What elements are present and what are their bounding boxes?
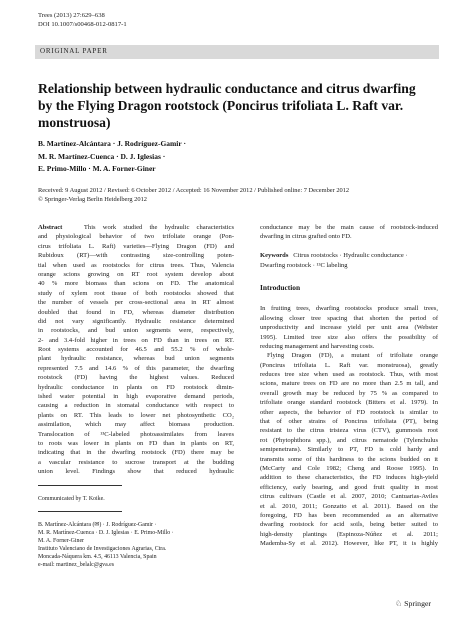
- title-line: monstruosa): [38, 115, 111, 130]
- title-line: by the Flying Dragon rootstock (Poncirus trifoliata L. Raft var.: [38, 98, 404, 113]
- intro-line: other aspects, the behavior of FD rootstock is similar to: [260, 408, 438, 416]
- abstract-line: in rootstocks, and bud union segments were, respectively,: [38, 327, 234, 335]
- spacer: [260, 242, 438, 251]
- affiliation-line: Moncada-Náquera km. 4.5, 46113 Valencia, Spain: [38, 554, 157, 561]
- abstract-continuation-line: dwarfing in citrus grafted onto FD.: [260, 233, 352, 241]
- abstract-line: Abstract This work studied the hydraulic characteristics: [38, 224, 234, 231]
- history-dates: Received: 9 August 2012 / Revised: 6 October 2012 / Accepted: 16 November 2012 / Published online: 7 December 2012: [38, 187, 350, 194]
- abstract-line: doubled that found in FD, whereas diameter distribution: [38, 308, 234, 316]
- article-type-label: ORIGINAL PAPER: [40, 47, 108, 55]
- intro-line: dwarfing rootstock for acid soils, being better suited to: [260, 521, 438, 529]
- journal-citation: Trees (2013) 27:629–638: [38, 12, 105, 19]
- footnote-divider: [38, 511, 122, 512]
- article-title: [38, 80, 438, 131]
- intro-line: citrus cultivars (Castle et al. 2007, 2010; Cantuarias-Aviles: [260, 493, 438, 501]
- springer-horse-icon: ♘: [395, 599, 403, 608]
- intro-line: reducing management and harvesting costs.: [260, 342, 375, 350]
- intro-line: that of other strains of Poncirus trifoliata (PT), being: [260, 418, 438, 426]
- keywords-line: Dwarfing rootstock · ¹³C labeling: [260, 261, 348, 269]
- abstract-line: did not vary significantly. Hydraulic resistance determined: [38, 317, 234, 325]
- abstract-line: ished water potential in high evaporative demand periods,: [38, 393, 234, 401]
- abstract-line: Root systems accounted for 46.5 and 55.2 % of whole-: [38, 346, 234, 354]
- publisher-name: Springer: [404, 599, 432, 608]
- abstract-line: represented 7.5 and 14.6 % of this parameter, the dwarfing: [38, 364, 234, 372]
- abstract-line: to roots was lower in plants on FD than in plants on RT,: [38, 439, 234, 447]
- intro-line: scions, mature trees on FD are no more than 2.5 m tall, and: [260, 380, 438, 388]
- abstract-line: 40 % more biomass than scions on FD. The anatomical: [38, 280, 234, 288]
- communicated-by: Communicated by T. Koike.: [38, 495, 105, 502]
- affiliation-line: M. A. Forner-Giner: [38, 537, 85, 544]
- doi: DOI 10.1007/s00468-012-0817-1: [38, 20, 127, 28]
- abstract-line: union level. Findings show that reduced hydraulic: [38, 468, 234, 476]
- affiliation-line: M. R. Martínez-Cuenca · D. J. Iglesias · E. Primo-Millo ·: [38, 529, 174, 536]
- footnote-divider: [38, 485, 122, 486]
- abstract-line: cirus trifoliata L. Raft) varieties—Flying Dragon (FD) and: [38, 242, 234, 250]
- keywords-line: Keywords Citrus rootstocks · Hydraulic conductance ·: [260, 252, 408, 260]
- intro-line: transmits some of this hardiness to the scions budded on it: [260, 455, 438, 463]
- publisher-logo: [395, 599, 431, 608]
- intro-line: Mademba-Sy et al. 2012). However, like PT, it is highly: [260, 540, 438, 548]
- abstract-line: Rubidoux (RT)—with contrasting size-controlling poten-: [38, 252, 234, 260]
- publication-dates: [38, 187, 349, 204]
- right-column: [260, 223, 438, 549]
- abstract-line: rootstock (FD) having the highest values. Reduced: [38, 374, 234, 382]
- abstract-line: 2- and 3.4-fold higher in trees on FD than in trees on RT.: [38, 336, 234, 344]
- contact-email[interactable]: e-mail: martinez_belalc@gva.es: [38, 562, 115, 569]
- intro-line: reduces tree size when used as rootstock. Thus, with most: [260, 371, 438, 379]
- section-heading-introduction: Introduction: [260, 282, 301, 292]
- author-line: E. Primo-Millo · M. A. Forner-Giner: [38, 164, 156, 174]
- abstract-heading: Abstract: [38, 224, 63, 231]
- intro-line: efficiency, early bearing, and good fruit quality in most: [260, 483, 438, 491]
- journal-header: [38, 12, 127, 29]
- abstract-line: the number of vessels per cross-sectional area in RT almost: [38, 299, 234, 307]
- abstract-line: assimilation, which may affect biomass production.: [38, 421, 234, 429]
- affiliation-line: Instituto Valenciano de Investigaciones Agrarias, Ctra.: [38, 545, 167, 552]
- article-type-banner: [35, 45, 439, 59]
- affiliation-line: B. Martínez-Alcántara (✉) · J. Rodríguez-Gamir ·: [38, 521, 157, 528]
- intro-line: rot (Phytophthora spp.), and citrus nematode (Tylenchulus: [260, 436, 438, 444]
- intro-line: foregoing, FD has been recommended as an alternative: [260, 511, 438, 519]
- keywords-heading: Keywords: [260, 252, 289, 260]
- author-list: [38, 138, 186, 176]
- intro-line: et al. 2010, 2011; Gonzatto et al. 2011). Based on the: [260, 502, 438, 510]
- abstract-line: plants on RT. This leads to lower net photosynthetic CO₂: [38, 411, 234, 419]
- abstract-line: study of xylem root tissue of both rootstocks showed that: [38, 289, 234, 297]
- intro-line: Flying Dragon (FD), a mutant of trifoliate orange: [267, 352, 438, 360]
- intro-line: unproductivity and increase yield per unit area (Webster: [260, 324, 438, 332]
- intro-line: In fruiting trees, dwarfing rootstocks produce small trees,: [260, 305, 438, 313]
- title-line: Relationship between hydraulic conductance and citrus dwarfing: [38, 81, 416, 96]
- abstract-line: hydraulic conductance in plants on FD rootstock dimin-: [38, 383, 234, 391]
- intro-line: (McCarty and Cole 1982; Cheng and Roose 1995). In: [260, 465, 438, 472]
- intro-line: (Poncirus trifoliata L. Raft var. monstruosa), greatly: [260, 361, 438, 369]
- intro-line: trifoliate orange standard rootstock (Bitters et al. 1979). In: [260, 399, 438, 407]
- abstract-line: indicating that in the dwarfing rootstock (FD) there may be: [38, 449, 234, 457]
- abstract-line: a vascular resistance to sucrose transport at the budding: [38, 458, 234, 466]
- abstract-line: orange scions growing on RT root system develop about: [38, 270, 234, 278]
- copyright: © Springer-Verlag Berlin Heidelberg 2012: [38, 195, 147, 203]
- intro-line: overall growth may be reduced by 75 % as compared to: [260, 389, 438, 397]
- intro-line: addition to these characteristics, the FD induces high-yield: [260, 474, 438, 482]
- intro-line: semipenetrans). Similarly to PT, FD is cold hardy and: [260, 446, 438, 454]
- abstract-line: and physiological behavior of two trifoliate orange (Pon-: [38, 233, 234, 241]
- abstract-line: causing a reduction in stomatal conductance with respect to: [38, 402, 234, 410]
- intro-line: allowing closer tree spacing that shorten the period of: [260, 314, 438, 322]
- abstract-continuation-line: conductance may be the main cause of rootstock-induced: [260, 224, 438, 231]
- abstract-line: Translocation of ¹³C-labeled photoassimilates from leaves: [38, 430, 234, 438]
- author-line: M. R. Martínez-Cuenca · D. J. Iglesias ·: [38, 151, 166, 161]
- intro-line: 1995). Limited tree size also offers the possibility of: [260, 333, 438, 341]
- left-column: [38, 223, 234, 569]
- intro-line: high-density plantings (Espinoza-Núñez et al. 2011;: [260, 530, 438, 538]
- abstract-line: plant hydraulic resistance, whereas bud union segments: [38, 355, 234, 363]
- intro-line: resistant to the citrus tristeza virus (CTV), gummosis root: [260, 427, 438, 435]
- author-line: B. Martínez-Alcántara · J. Rodríguez-Gamir ·: [38, 139, 186, 148]
- abstract-line: tial when used as rootstocks for citrus trees. Thus, Valencia: [38, 261, 234, 269]
